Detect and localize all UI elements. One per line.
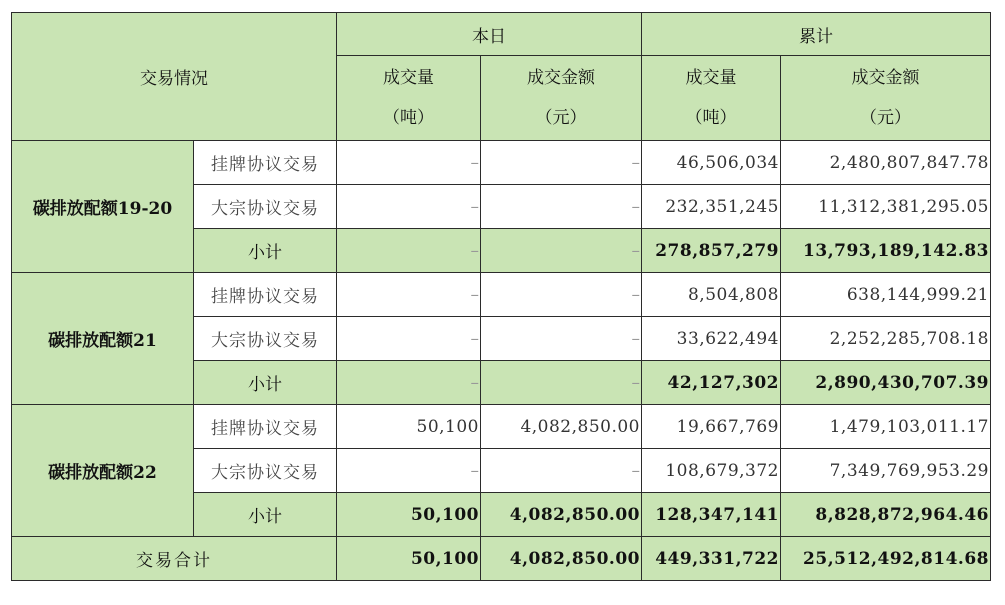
total-today-amount: 4,082,850.00 [481,537,642,581]
header-today: 本日 [337,13,642,56]
cum-amount-cell: 1,479,103,011.17 [781,405,991,449]
today-amount-cell: – [481,185,642,229]
header-amount-label: 成交金额 [527,68,595,88]
table-row [12,273,991,317]
table-row [12,141,991,185]
subtotal-label: 小计 [194,493,337,537]
header-amount-label: 成交金额 [851,68,920,88]
trade-type: 大宗协议交易 [194,449,337,493]
cum-amount-cell: 2,480,807,847.78 [781,141,991,185]
cum-volume-cell: 108,679,372 [642,449,781,493]
total-today-volume: 50,100 [337,537,481,581]
today-amount-cell: 4,082,850.00 [481,405,642,449]
header-volume-label: 成交量 [383,68,434,88]
cum-amount-cell: 8,828,872,964.46 [781,493,991,537]
trade-type: 挂牌协议交易 [194,273,337,317]
cum-amount-cell: 2,252,285,708.18 [781,317,991,361]
group-name: 碳排放配额19-20 [12,141,194,273]
cum-volume-cell: 19,667,769 [642,405,781,449]
today-amount-cell: – [481,361,642,405]
today-amount-cell: – [481,229,642,273]
carbon-trading-table [11,12,991,581]
today-volume-cell: – [337,317,481,361]
header-volume-unit: （吨） [383,108,434,128]
cum-amount-cell: 2,890,430,707.39 [781,361,991,405]
header-volume-unit: （吨） [685,108,737,128]
total-cum-amount: 25,512,492,814.68 [781,537,991,581]
trade-type: 挂牌协议交易 [194,141,337,185]
cum-amount-cell: 638,144,999.21 [781,273,991,317]
trade-type: 大宗协议交易 [194,317,337,361]
subtotal-label: 小计 [194,361,337,405]
header-today-amount [481,56,642,141]
today-amount-cell: – [481,317,642,361]
cum-amount-cell: 13,793,189,142.83 [781,229,991,273]
today-volume-cell: – [337,361,481,405]
today-amount-cell: – [481,449,642,493]
today-volume-cell: 50,100 [337,405,481,449]
cum-volume-cell: 42,127,302 [642,361,781,405]
subtotal-label: 小计 [194,229,337,273]
total-label: 交易合计 [12,537,337,581]
today-volume-cell: – [337,449,481,493]
total-row [12,537,991,581]
cum-volume-cell: 33,622,494 [642,317,781,361]
trade-type: 挂牌协议交易 [194,405,337,449]
header-cumulative: 累计 [642,13,991,56]
today-volume-cell: – [337,185,481,229]
total-cum-volume: 449,331,722 [642,537,781,581]
header-amount-unit: （元） [860,108,911,128]
cum-volume-cell: 128,347,141 [642,493,781,537]
header-trade-info: 交易情况 [12,13,337,141]
today-volume-cell: – [337,229,481,273]
today-amount-cell: 4,082,850.00 [481,493,642,537]
cum-amount-cell: 11,312,381,295.05 [781,185,991,229]
header-today-volume [337,56,481,141]
header-amount-unit: （元） [535,108,587,128]
header-volume-label: 成交量 [685,68,737,88]
header-cum-volume [642,56,781,141]
cum-volume-cell: 232,351,245 [642,185,781,229]
cum-volume-cell: 8,504,808 [642,273,781,317]
header-cum-amount [781,56,991,141]
group-name: 碳排放配额21 [12,273,194,405]
today-amount-cell: – [481,141,642,185]
cum-volume-cell: 278,857,279 [642,229,781,273]
group-name: 碳排放配额22 [12,405,194,537]
cum-volume-cell: 46,506,034 [642,141,781,185]
cum-amount-cell: 7,349,769,953.29 [781,449,991,493]
table-row [12,405,991,449]
today-volume-cell: – [337,141,481,185]
today-amount-cell: – [481,273,642,317]
today-volume-cell: – [337,273,481,317]
today-volume-cell: 50,100 [337,493,481,537]
trade-type: 大宗协议交易 [194,185,337,229]
